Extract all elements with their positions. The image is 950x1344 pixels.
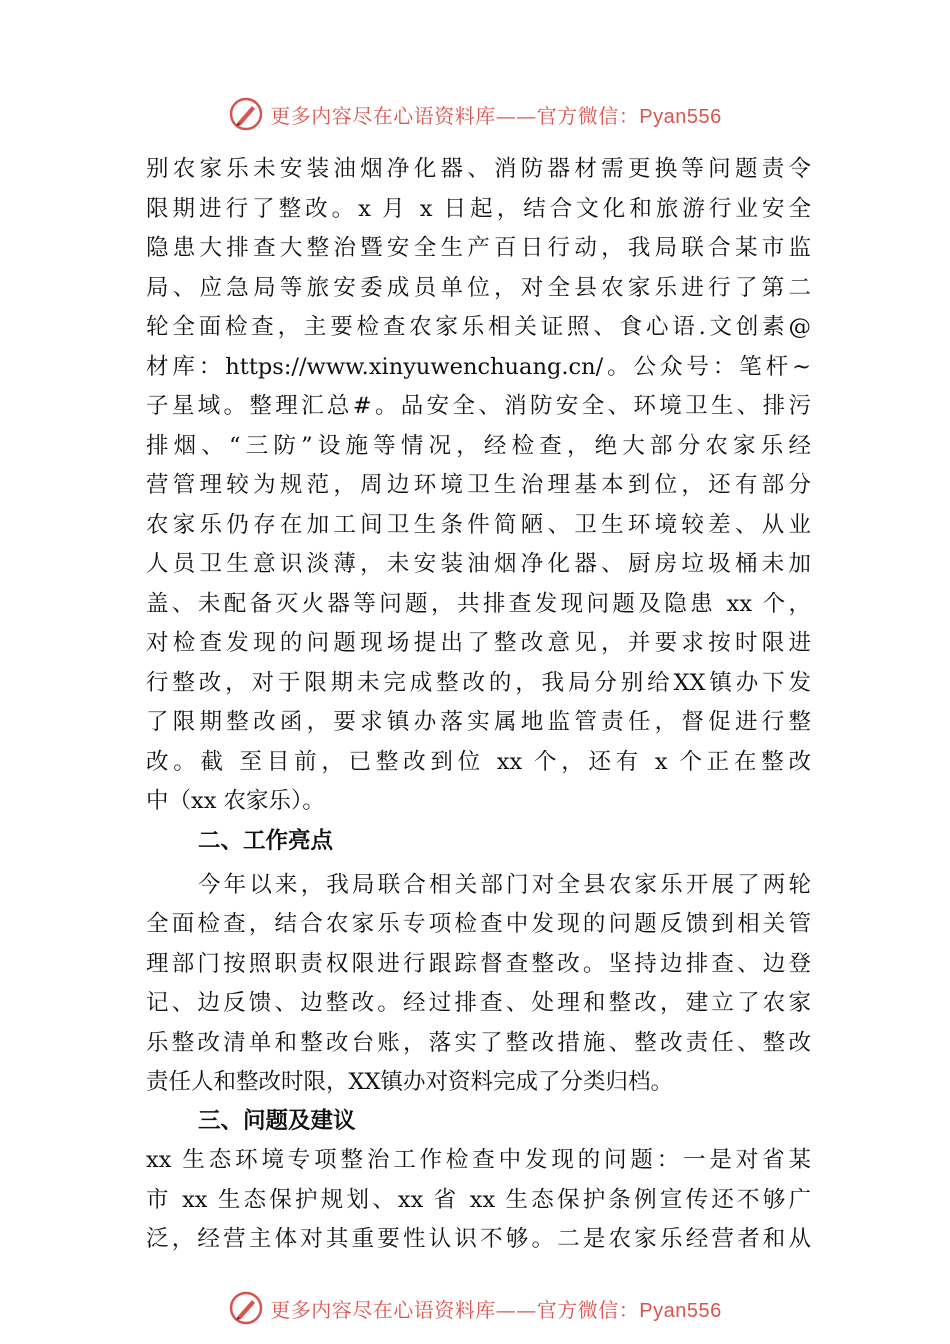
body-line: 局、应急局等旅安委成员单位，对全县农家乐进行了第二 <box>146 275 811 301</box>
body-line: 了限期整改函，要求镇办落实属地监管责任，督促进行整 <box>146 709 811 735</box>
body-line: 泛，经营主体对其重要性认识不够。二是农家乐经营者和从 <box>146 1226 811 1252</box>
body-line: 改。截 至目前，已整改到位 xx 个，还有 x 个正在整改 <box>146 749 811 775</box>
body-line: 排烟、“三防”设施等情况，经检查，绝大部分农家乐经 <box>146 433 811 459</box>
body-line: 责任人和整改时限，XX镇办对资料完成了分类归档。 <box>146 1069 674 1095</box>
body-line: 全面检查，结合农家乐专项检查中发现的问题反馈到相关管 <box>146 911 811 937</box>
watermark-text: 更多内容尽在心语资料库——官方微信：Pyan556 <box>270 103 722 128</box>
body-line: 轮全面检查，主要检查农家乐相关证照、食心语.文创素@ <box>146 314 811 340</box>
body-line: 理部门按照职责权限进行跟踪督查整改。坚持边排查、边登 <box>146 951 811 977</box>
section-heading-issues: 三、问题及建议 <box>198 1108 356 1134</box>
body-line: 记、边反馈、边整改。经过排查、处理和整改，建立了农家 <box>146 990 811 1016</box>
body-line: 农家乐仍存在加工间卫生条件简陋、卫生环境较差、从业 <box>146 512 811 538</box>
body-line: xx 生态环境专项整治工作检查中发现的问题：一是对省某 <box>146 1147 811 1173</box>
body-line: 材库：https://www.xinyuwenchuang.cn/。公众号：笔杆~ <box>146 354 811 380</box>
body-line: 乐整改清单和整改台账，落实了整改措施、整改责任、整改 <box>146 1030 811 1056</box>
section-heading-highlights: 二、工作亮点 <box>198 828 334 854</box>
body-line: 子星域。整理汇总#。品安全、消防安全、环境卫生、排污 <box>146 393 811 419</box>
body-line: 隐患大排查大整治暨安全生产百日行动，我局联合某市监 <box>146 235 811 261</box>
pen-logo-icon <box>228 1290 264 1326</box>
watermark-text: 更多内容尽在心语资料库——官方微信：Pyan556 <box>270 1297 722 1322</box>
body-line: 盖、未配备灭火器等问题，共排查发现问题及隐患 xx 个， <box>146 591 811 617</box>
body-line: 人员卫生意识淡薄，未安装油烟净化器、厨房垃圾桶未加 <box>146 551 811 577</box>
body-line: 行整改，对于限期未完成整改的，我局分别给XX镇办下发 <box>146 670 811 696</box>
body-line: 限期进行了整改。x 月 x 日起，结合文化和旅游行业安全 <box>146 196 811 222</box>
body-line: 市 xx 生态保护规划、xx 省 xx 生态保护条例宣传还不够广 <box>146 1187 811 1213</box>
watermark-banner-top <box>0 94 950 134</box>
body-line: 对检查发现的问题现场提出了整改意见，并要求按时限进 <box>146 630 811 656</box>
body-line: 营管理较为规范，周边环境卫生治理基本到位，还有部分 <box>146 472 811 498</box>
pen-logo-icon <box>228 96 264 132</box>
body-line: 中（xx 农家乐）。 <box>146 788 325 814</box>
body-line: 今年以来，我局联合相关部门对全县农家乐开展了两轮 <box>198 872 811 898</box>
watermark-banner-bottom <box>0 1288 950 1328</box>
body-line: 别农家乐未安装油烟净化器、消防器材需更换等问题责令 <box>146 156 811 182</box>
